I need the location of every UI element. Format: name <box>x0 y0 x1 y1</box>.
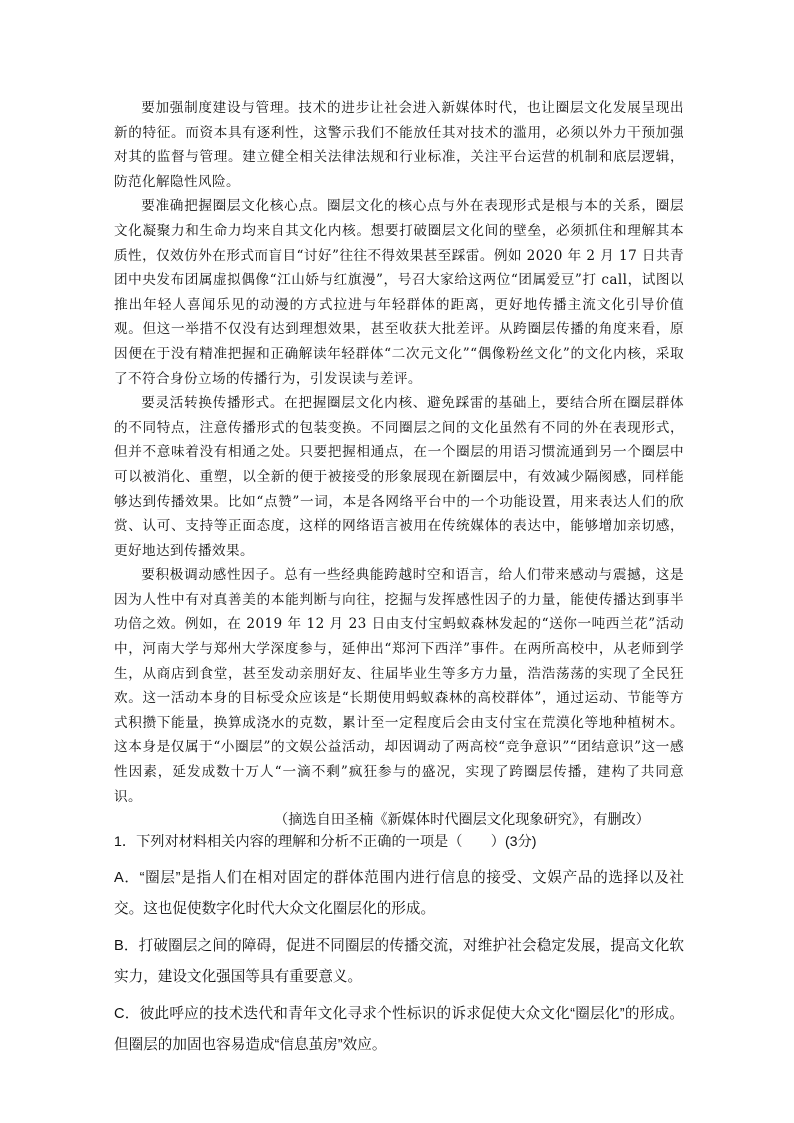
passage-paragraph-2: 要准确把握圈层文化核心点。圈层文化的核心点与外在表现形式是根与本的关系，圈层文化凝聚力和生命力均来自其文化内核。想要打破圈层文化间的壁垒，必须抓住和理解其本质性，仅效仿外在形式而盲目“讨好”往往不得效果甚至踩雷。例如 2020 年 2 月 17 日共青团中央发布团属虚拟偶像“江山娇与红旗漫”，号召大家给这两位“团属爱豆”打 call，试图以推出年轻人喜闻乐见的动漫的方式拉进与年轻群体的距离，更好地传播主流文化引导价值观。但这一举措不仅没有达到理想效果，甚至收获大批差评。从跨圈层传播的角度来看，原因便在于没有精准把握和正确解读年轻群体“二次元文化”“偶像粉丝文化”的文化内核，采取了不符合身份立场的传播行为，引发误读与差评。 <box>114 198 684 387</box>
option-a: A．“圈层”是指人们在相对固定的群体范围内进行信息的接受、文娱产品的选择以及社交。这也促使数字化时代大众文化圈层化的形成。 <box>114 870 684 918</box>
option-b: B．打破圈层之间的障碍，促进不同圈层的传播交流，对维护社会稳定发展，提高文化软实力，建设文化强国等具有重要意义。 <box>114 938 684 986</box>
option-c: C．彼此呼应的技术迭代和青年文化寻求个性标识的诉求促使大众文化“圈层化”的形成。但圈层的加固也容易造成“信息茧房”效应。 <box>114 1006 684 1054</box>
source-citation: （摘选自田圣楠《新媒体时代圈层文化现象研究》，有删改） <box>274 812 650 829</box>
question-stem: 1．下列对材料相关内容的理解和分析不正确的一项是（ ）(3分) <box>114 834 537 851</box>
passage-paragraph-3: 要灵活转换传播形式。在把握圈层文化内核、避免踩雷的基础上，要结合所在圈层群体的不同特点，注意传播形式的包装变换。不同圈层之间的文化虽然有不同的外在表现形式，但并不意味着没有相通之处。只要把握相通点，在一个圈层的用语习惯流通到另一个圈层中可以被消化、重塑，以全新的便于被接受的形象展现在新圈层中，有效减少隔阂感，同样能够达到传播效果。比如“点赞”一词，本是各网络平台中的一个功能设置，用来表达人们的欣赏、认可、支持等正面态度，这样的网络语言被用在传统媒体的表达中，能够增加亲切感，更好地达到传播效果。 <box>114 395 684 559</box>
passage-paragraph-1: 要加强制度建设与管理。技术的进步让社会进入新媒体时代，也让圈层文化发展呈现出新的特征。而资本具有逐利性，这警示我们不能放任其对技术的滥用，必须以外力干预加强对其的监督与管理。建立健全相关法律法规和行业标准，关注平台运营的机制和底层逻辑，防范化解隐性风险。 <box>114 100 684 190</box>
passage-paragraph-4: 要积极调动感性因子。总有一些经典能跨越时空和语言，给人们带来感动与震撼，这是因为人性中有对真善美的本能判断与向往，挖掘与发挥感性因子的力量，能使传播达到事半功倍之效。例如，在 2019 年 12 月 23 日由支付宝蚂蚁森林发起的“送你一吨西兰花”活动中，河南大学与郑州大学深度参与，延伸出“郑河下西洋”事件。在两所高校中，从老师到学生，从商店到食堂，甚至发动亲朋好友、往届毕业生等多方力量，浩浩荡荡的实现了全民狂欢。这一活动本身的目标受众应该是“长期使用蚂蚁森林的高校群体”，通过运动、节能等方式积攒下能量，换算成浇水的克数，累计至一定程度后会由支付宝在荒漠化等地种植树木。这本身是仅属于“小圈层”的文娱公益活动，却因调动了两高校“竞争意识”“团结意识”这一感性因素，延发成数十万人“一滴不剩”疯狂参与的盛况，实现了跨圈层传播，建构了共同意识。 <box>114 567 684 805</box>
